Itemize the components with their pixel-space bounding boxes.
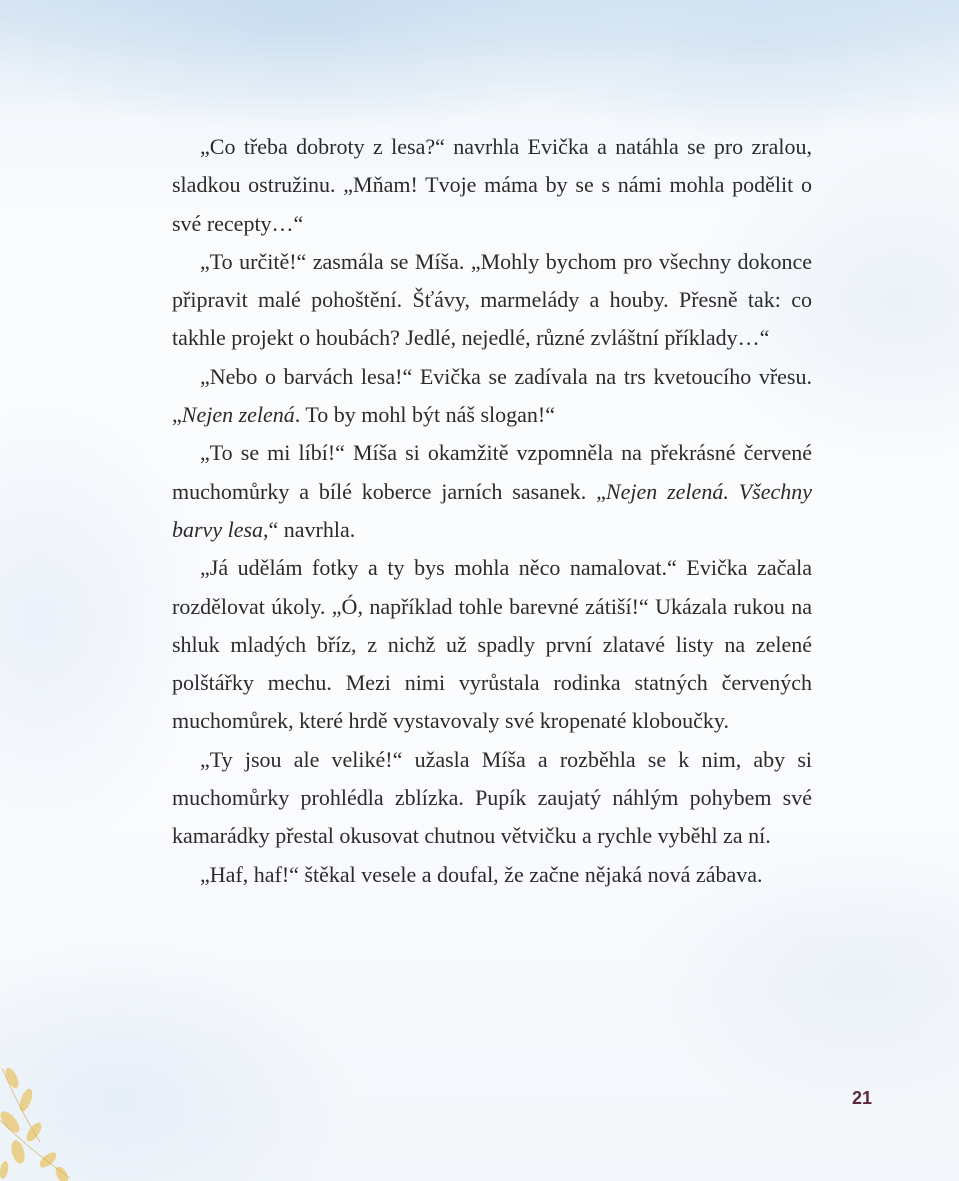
page-number: 21 — [852, 1088, 873, 1108]
paragraph — [172, 741, 812, 856]
text-run: „Haf, haf!“ štěkal vesele a doufal, že začne nějaká nová zábava. — [200, 861, 763, 887]
paragraph — [172, 128, 812, 243]
text-run: „Ty jsou ale veliké!“ užasla Míša a rozběhla se k nim, aby si muchomůrky prohlédla zblízka. Pupík zaujatý náhlým pohybem své kamarádky přestal okusovat chutnou větvičku a rychle vyběhl za ní. — [172, 746, 812, 849]
text-run: . To by mohl být náš slogan!“ — [294, 402, 555, 428]
text-run: „Nebo o barvách lesa!“ Evička se zadívala na trs kvetoucího vřesu. „ — [172, 363, 812, 428]
paragraph — [172, 856, 812, 894]
paragraph — [172, 243, 812, 358]
text-run: „To se mi líbí!“ Míša si okamžitě vzpomněla na překrásné červené muchomůrky a bílé koberce jarních sasanek. „ — [172, 440, 812, 504]
text-run: „Já udělám fotky a ty bys mohla něco namalovat.“ Evička začala rozdělovat úkoly. „Ó, například tohle barevné zátiší!“ Ukázala rukou na shluk mladých bříz, z nichž už spadly první zlatavé listy na zelené polštářky mechu. Mezi nimi vyrůstala rodinka statných červených muchomůrek, které hrdě vystavovaly své kropenaté kloboučky. — [172, 555, 812, 734]
paragraph — [172, 358, 812, 435]
italic-run: Nejen zelená. Všechny barvy lesa — [172, 478, 813, 542]
text-run: „To určitě!“ zasmála se Míša. „Mohly bychom pro všechny dokonce připravit malé pohoštění. Šťávy, marmelády a houby. Přesně tak: co takhle projekt o houbách? Jedlé, nejedlé, různé zvláštní příklady…“ — [172, 248, 812, 351]
italic-run: Nejen zelená — [181, 402, 295, 428]
paragraph — [172, 434, 812, 549]
text-run: „Co třeba dobroty z lesa?“ navrhla Evička a natáhla se pro zralou, sladkou ostružinu. „Mňam! Tvoje máma by se s námi mohla podělit o své recepty…“ — [172, 134, 812, 236]
text-run: ,“ navrhla. — [263, 516, 356, 542]
watercolor-wash — [0, 0, 959, 120]
golden-leaves-decoration — [0, 1060, 90, 1181]
story-text — [172, 128, 812, 894]
paragraph — [172, 549, 812, 740]
